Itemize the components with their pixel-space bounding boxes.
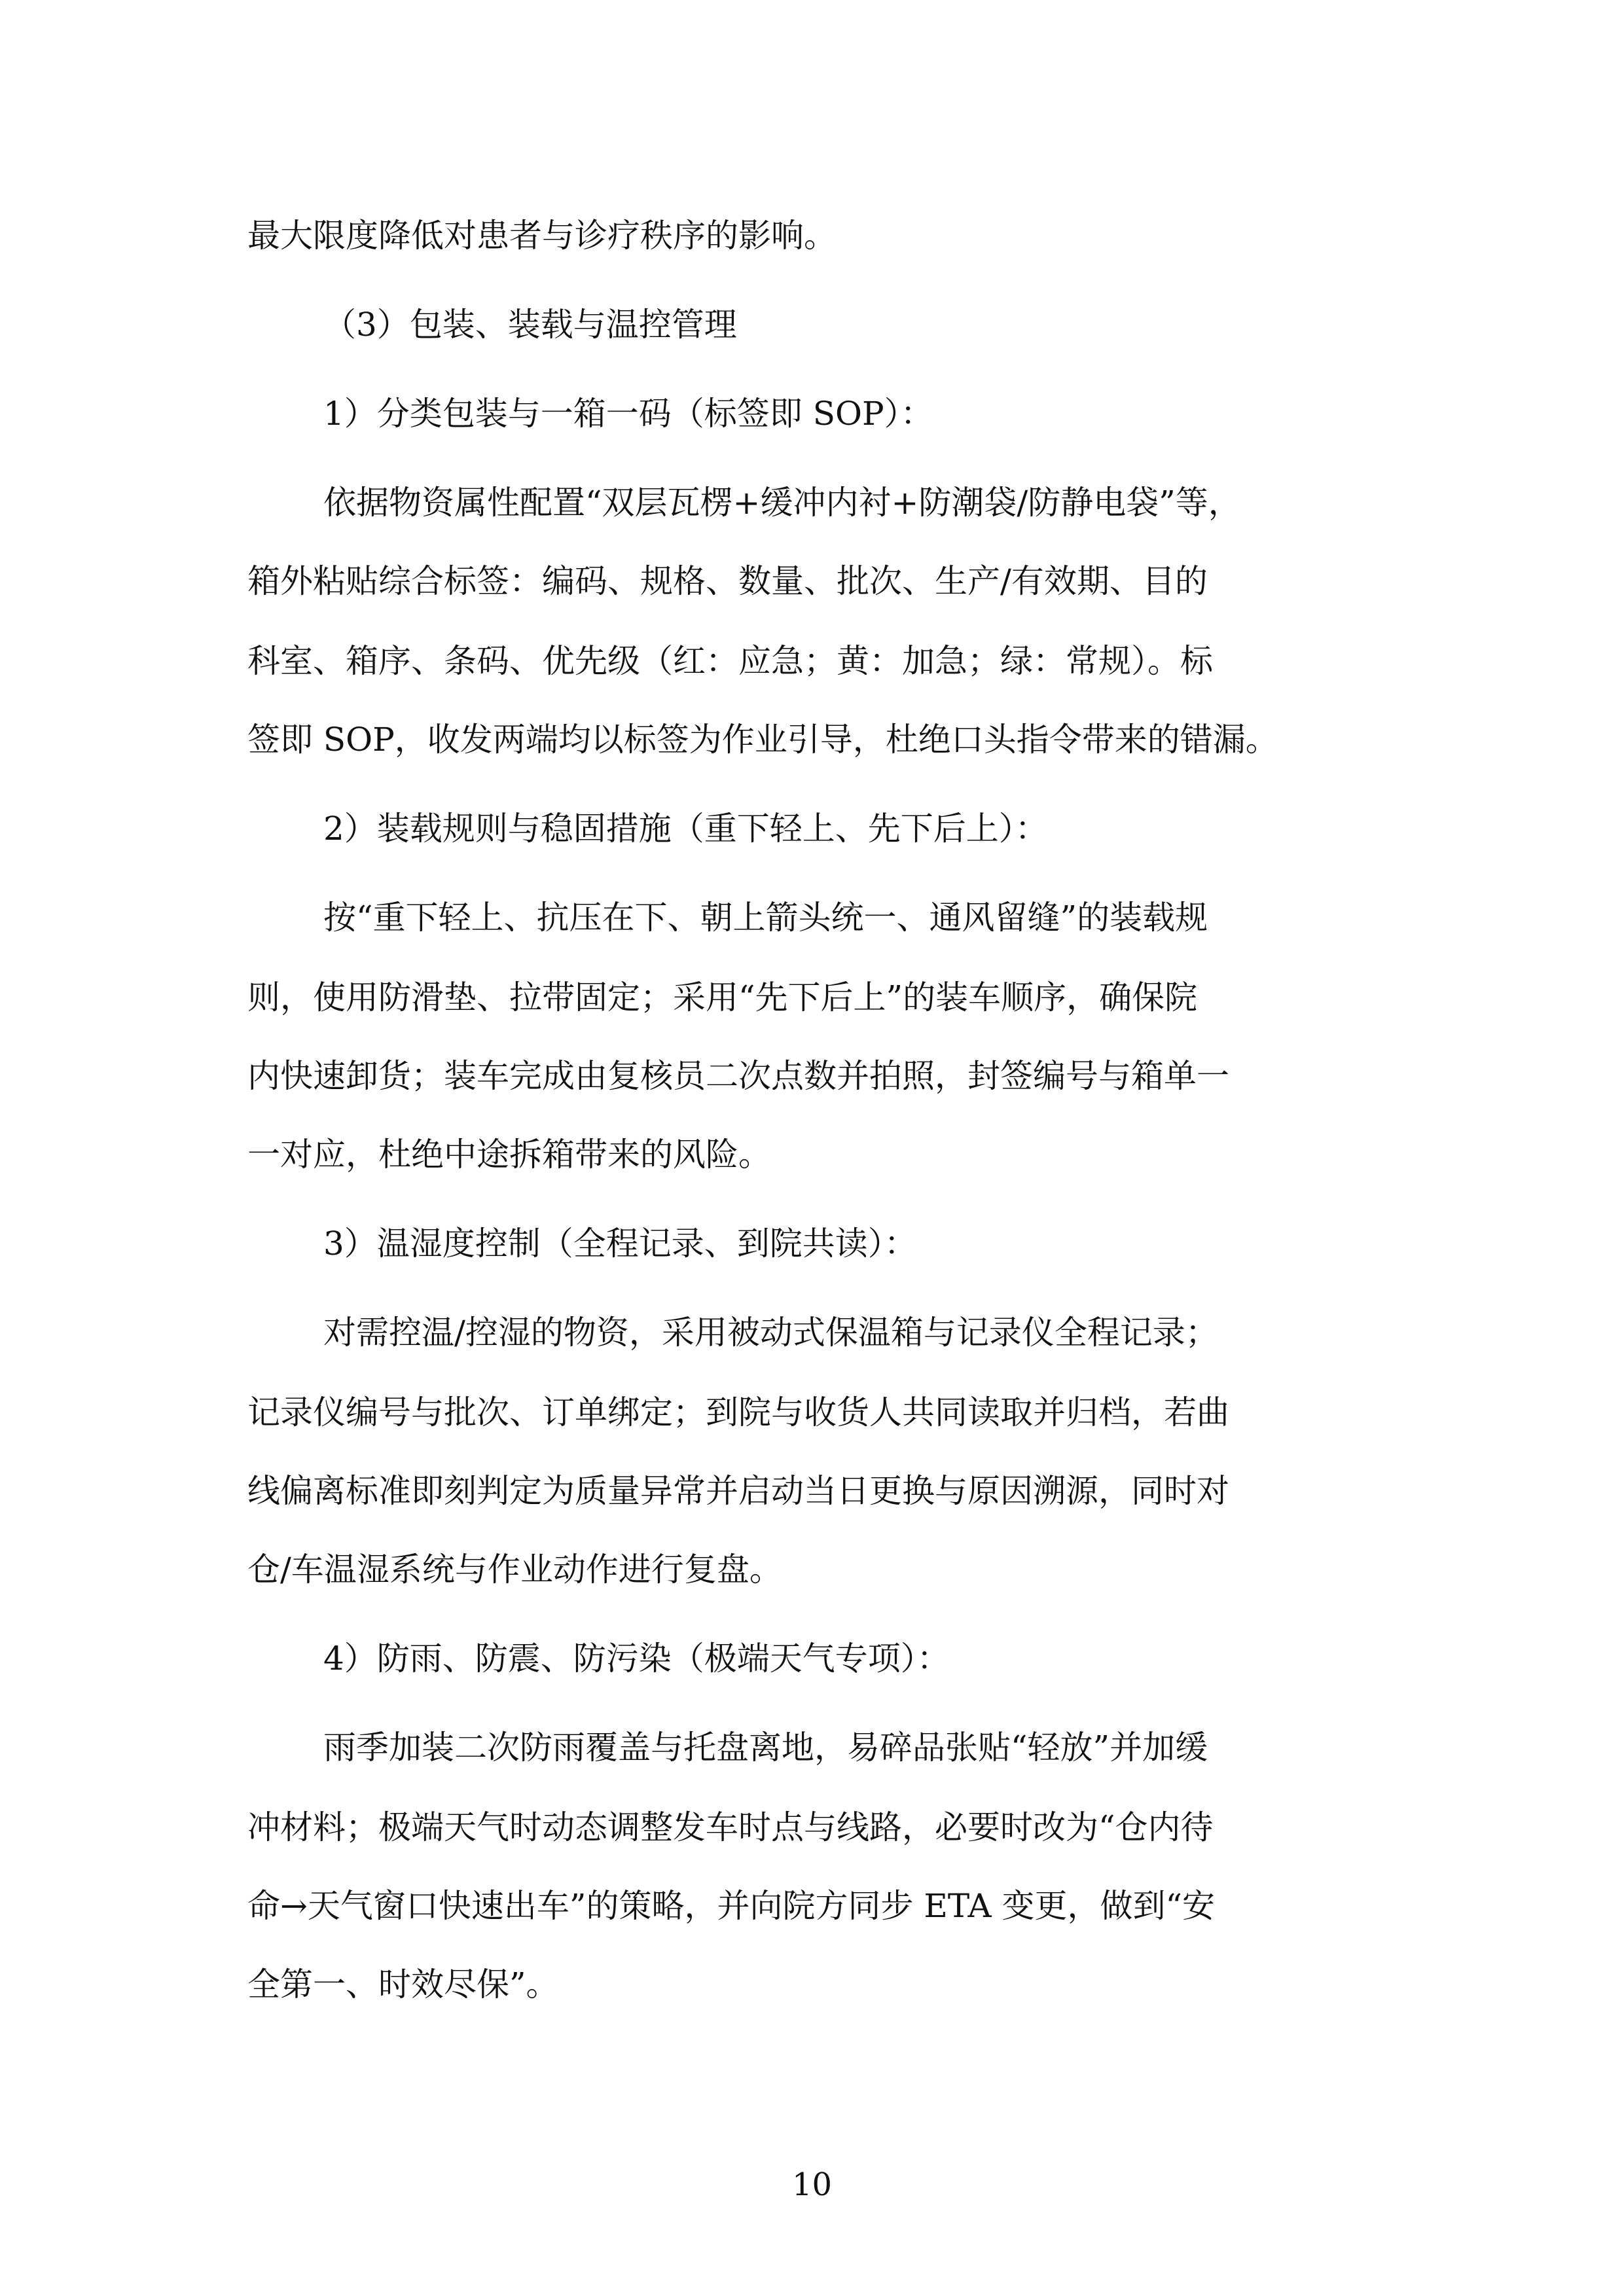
text-line: 对需控温/控湿的物资，采用被动式保温箱与记录仪全程记录； [323,1314,1218,1352]
subsection-heading: 4）防雨、防震、防污染（极端天气专项）： [323,1640,950,1677]
section-heading: （3）包装、装载与温控管理 [323,306,737,344]
text-line: 按“重下轻上、抗压在下、朝上箭头统一、通风留缝”的装载规 [323,899,1208,937]
text-line: 依据物资属性配置“双层瓦楞+缓冲内衬+防潮袋/防静电袋”等， [323,484,1241,522]
text-line: 仓/车温湿系统与作业动作进行复盘。 [247,1551,782,1588]
text-line: 全第一、时效尽保”。 [247,1965,559,2003]
subsection-heading: 2）装载规则与稳固措施（重下轻上、先下后上）： [323,810,1048,848]
text-line: 冲材料；极端天气时动态调整发车时点与线路，必要时改为“仓内待 [247,1808,1214,1846]
text-line: 雨季加装二次防雨覆盖与托盘离地，易碎品张贴“轻放”并加缓 [323,1729,1208,1767]
text-line: 签即 SOP，收发两端均以标签为作业引导，杜绝口头指令带来的错漏。 [247,721,1278,759]
text-line: 记录仪编号与批次、订单绑定；到院与收货人共同读取并归档，若曲 [247,1393,1229,1431]
text-line: 内快速卸货；装车完成由复核员二次点数并拍照，封签编号与箱单一 [247,1057,1229,1095]
text-line: 线偏离标准即刻判定为质量异常并启动当日更换与原因溯源，同时对 [247,1472,1229,1510]
subsection-heading: 1）分类包装与一箱一码（标签即 SOP）： [323,395,933,433]
text-line: 一对应，杜绝中途拆箱带来的风险。 [247,1136,771,1174]
text-line: 命→天气窗口快速出车”的策略，并向院方同步 ETA 变更，做到“安 [247,1887,1216,1925]
text-line: 则，使用防滑垫、拉带固定；采用“先下后上”的装车顺序，确保院 [247,978,1198,1016]
subsection-heading: 3）温湿度控制（全程记录、到院共读）： [323,1225,917,1263]
page-number: 10 [791,2166,833,2203]
text-line: 科室、箱序、条码、优先级（红：应急；黄：加急；绿：常规）。标 [247,642,1213,680]
text-line: 最大限度降低对患者与诊疗秩序的影响。 [247,217,837,255]
text-line: 箱外粘贴综合标签：编码、规格、数量、批次、生产/有效期、目的 [247,562,1208,600]
